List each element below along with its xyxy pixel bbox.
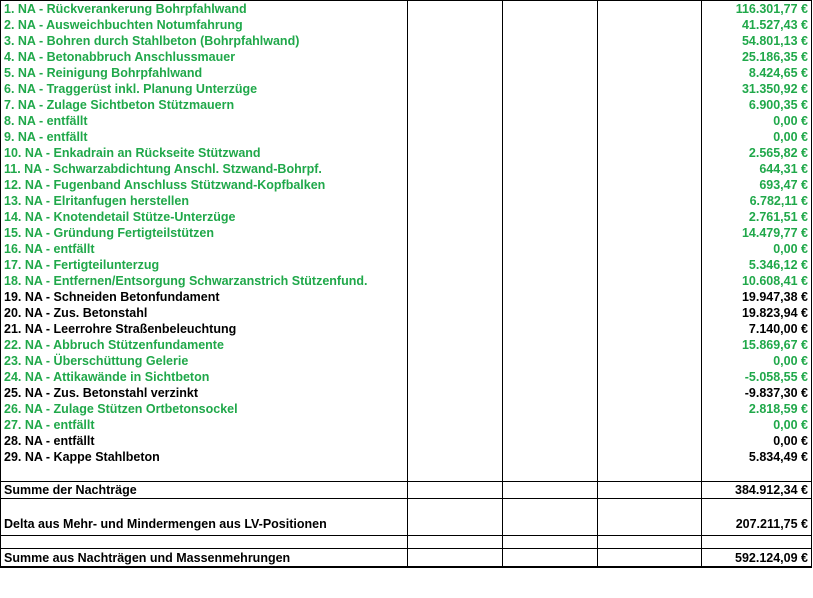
empty-cell[interactable] [503, 449, 598, 465]
sum-nachtraege-label[interactable]: Summe der Nachträge [1, 482, 408, 499]
row-label[interactable]: 7. NA - Zulage Sichtbeton Stützmauern [1, 97, 408, 113]
row-label[interactable]: 2. NA - Ausweichbuchten Notumfahrung [1, 17, 408, 33]
empty-cell[interactable] [598, 113, 702, 129]
row-amount[interactable]: 0,00 € [702, 417, 812, 433]
empty-cell[interactable] [503, 273, 598, 289]
empty-cell[interactable] [598, 225, 702, 241]
empty-cell[interactable] [408, 305, 503, 321]
empty-cell[interactable] [408, 209, 503, 225]
empty-cell[interactable] [598, 177, 702, 193]
row-label[interactable]: 9. NA - entfällt [1, 129, 408, 145]
row-amount[interactable]: 19.947,38 € [702, 289, 812, 305]
empty-cell[interactable] [408, 289, 503, 305]
empty-cell[interactable] [503, 145, 598, 161]
empty-cell[interactable] [503, 337, 598, 353]
row-label[interactable]: 22. NA - Abbruch Stützenfundamente [1, 337, 408, 353]
row-amount[interactable]: 2.761,51 € [702, 209, 812, 225]
table-row [1, 257, 812, 273]
empty-cell[interactable] [503, 17, 598, 33]
row-label[interactable]: 18. NA - Entfernen/Entsorgung Schwarzanstrich Stützenfund. [1, 273, 408, 289]
row-amount[interactable]: 14.479,77 € [702, 225, 812, 241]
empty-cell[interactable] [408, 1, 503, 18]
empty-cell[interactable] [598, 17, 702, 33]
row-amount[interactable]: 15.869,67 € [702, 337, 812, 353]
empty-cell[interactable] [503, 129, 598, 145]
table-row [1, 81, 812, 97]
empty-cell[interactable] [503, 257, 598, 273]
row-label[interactable]: 4. NA - Betonabbruch Anschlussmauer [1, 49, 408, 65]
delta-row [1, 513, 812, 536]
sum-total-row [1, 549, 812, 568]
row-label[interactable]: 26. NA - Zulage Stützen Ortbetonsockel [1, 401, 408, 417]
delta-label[interactable]: Delta aus Mehr- und Mindermengen aus LV-Positionen [1, 513, 408, 536]
row-amount[interactable]: -5.058,55 € [702, 369, 812, 385]
empty-cell[interactable] [503, 369, 598, 385]
row-amount[interactable]: 31.350,92 € [702, 81, 812, 97]
empty-cell[interactable] [408, 401, 503, 417]
empty-cell[interactable] [598, 289, 702, 305]
table-row [1, 353, 812, 369]
row-amount[interactable]: 10.608,41 € [702, 273, 812, 289]
empty-cell[interactable] [503, 193, 598, 209]
empty-cell[interactable] [598, 81, 702, 97]
empty-cell[interactable] [503, 177, 598, 193]
row-amount[interactable]: 693,47 € [702, 177, 812, 193]
empty-cell[interactable] [598, 209, 702, 225]
sum-nachtraege-row [1, 482, 812, 499]
empty-cell[interactable] [408, 417, 503, 433]
empty-cell[interactable] [408, 81, 503, 97]
row-label[interactable]: 3. NA - Bohren durch Stahlbeton (Bohrpfahlwand) [1, 33, 408, 49]
empty-cell[interactable] [408, 33, 503, 49]
row-label[interactable]: 11. NA - Schwarzabdichtung Anschl. Stzwand-Bohrpf. [1, 161, 408, 177]
table-row [1, 145, 812, 161]
table-row [1, 1, 812, 18]
row-amount[interactable]: 2.818,59 € [702, 401, 812, 417]
empty-cell[interactable] [598, 97, 702, 113]
empty-cell[interactable] [503, 305, 598, 321]
empty-cell[interactable] [503, 97, 598, 113]
row-amount[interactable]: 7.140,00 € [702, 321, 812, 337]
empty-cell[interactable] [503, 289, 598, 305]
row-label[interactable]: 6. NA - Traggerüst inkl. Planung Unterzüge [1, 81, 408, 97]
empty-cell[interactable] [408, 49, 503, 65]
empty-cell[interactable] [408, 433, 503, 449]
empty-cell[interactable] [408, 145, 503, 161]
row-amount[interactable]: 19.823,94 € [702, 305, 812, 321]
empty-cell[interactable] [503, 113, 598, 129]
empty-cell[interactable] [598, 129, 702, 145]
row-label[interactable]: 8. NA - entfällt [1, 113, 408, 129]
empty-cell[interactable] [503, 209, 598, 225]
empty-cell[interactable] [408, 17, 503, 33]
row-label[interactable]: 19. NA - Schneiden Betonfundament [1, 289, 408, 305]
row-label[interactable]: 28. NA - entfällt [1, 433, 408, 449]
empty-cell[interactable] [598, 321, 702, 337]
table-row [1, 337, 812, 353]
table-row [1, 401, 812, 417]
row-label[interactable]: 15. NA - Gründung Fertigteilstützen [1, 225, 408, 241]
row-label[interactable]: 1. NA - Rückverankerung Bohrpfahlwand [1, 1, 408, 18]
empty-cell[interactable] [408, 65, 503, 81]
empty-cell[interactable] [408, 97, 503, 113]
empty-cell[interactable] [408, 225, 503, 241]
empty-cell[interactable] [408, 129, 503, 145]
table-row [1, 161, 812, 177]
row-label[interactable]: 23. NA - Überschüttung Gelerie [1, 353, 408, 369]
empty-cell[interactable] [408, 241, 503, 257]
empty-cell[interactable] [408, 273, 503, 289]
empty-cell[interactable] [598, 241, 702, 257]
empty-cell[interactable] [408, 177, 503, 193]
row-label[interactable]: 27. NA - entfällt [1, 417, 408, 433]
table-row [1, 433, 812, 449]
empty-cell[interactable] [503, 81, 598, 97]
empty-cell[interactable] [503, 353, 598, 369]
table-row [1, 321, 812, 337]
empty-cell[interactable] [598, 33, 702, 49]
empty-cell[interactable] [598, 161, 702, 177]
empty-cell[interactable] [408, 385, 503, 401]
table-row [1, 113, 812, 129]
empty-cell[interactable] [598, 193, 702, 209]
table-row [1, 65, 812, 81]
row-amount[interactable]: 5.834,49 € [702, 449, 812, 465]
empty-cell[interactable] [503, 1, 598, 18]
table-row [1, 209, 812, 225]
table-row [1, 17, 812, 33]
row-amount[interactable]: 25.186,35 € [702, 49, 812, 65]
empty-cell[interactable] [408, 369, 503, 385]
row-label[interactable]: 17. NA - Fertigteilunterzug [1, 257, 408, 273]
table-row [1, 129, 812, 145]
empty-cell[interactable] [598, 417, 702, 433]
row-label[interactable]: 20. NA - Zus. Betonstahl [1, 305, 408, 321]
empty-cell[interactable] [598, 337, 702, 353]
row-label[interactable]: 25. NA - Zus. Betonstahl verzinkt [1, 385, 408, 401]
row-label[interactable]: 5. NA - Reinigung Bohrpfahlwand [1, 65, 408, 81]
blank-row [1, 465, 812, 482]
empty-cell[interactable] [598, 369, 702, 385]
empty-cell[interactable] [598, 273, 702, 289]
empty-cell[interactable] [503, 417, 598, 433]
table-row [1, 193, 812, 209]
table-row [1, 241, 812, 257]
row-amount[interactable]: 0,00 € [702, 129, 812, 145]
table-row [1, 417, 812, 433]
row-label[interactable]: 29. NA - Kappe Stahlbeton [1, 449, 408, 465]
row-amount[interactable]: 0,00 € [702, 353, 812, 369]
empty-cell[interactable] [598, 433, 702, 449]
table-body [1, 1, 812, 568]
row-amount[interactable]: 8.424,65 € [702, 65, 812, 81]
sum-total-amount[interactable]: 592.124,09 € [702, 549, 812, 568]
sum-total-label[interactable]: Summe aus Nachträgen und Massenmehrungen [1, 549, 408, 568]
row-label[interactable]: 10. NA - Enkadrain an Rückseite Stützwand [1, 145, 408, 161]
empty-cell[interactable] [408, 321, 503, 337]
empty-cell[interactable] [598, 257, 702, 273]
row-label[interactable]: 12. NA - Fugenband Anschluss Stützwand-Kopfbalken [1, 177, 408, 193]
empty-cell[interactable] [503, 401, 598, 417]
row-amount[interactable]: 2.565,82 € [702, 145, 812, 161]
row-amount[interactable]: 6.782,11 € [702, 193, 812, 209]
empty-cell[interactable] [408, 113, 503, 129]
table-row [1, 49, 812, 65]
empty-cell[interactable] [598, 401, 702, 417]
empty-cell[interactable] [598, 1, 702, 18]
empty-cell[interactable] [503, 65, 598, 81]
empty-cell[interactable] [598, 449, 702, 465]
empty-cell[interactable] [598, 385, 702, 401]
empty-cell[interactable] [503, 385, 598, 401]
empty-cell[interactable] [408, 449, 503, 465]
table-row [1, 449, 812, 465]
row-label[interactable]: 16. NA - entfällt [1, 241, 408, 257]
delta-amount[interactable]: 207.211,75 € [702, 513, 812, 536]
empty-cell[interactable] [598, 65, 702, 81]
blank-row [1, 536, 812, 549]
table-row [1, 97, 812, 113]
empty-cell[interactable] [598, 49, 702, 65]
empty-cell[interactable] [598, 305, 702, 321]
empty-cell[interactable] [503, 433, 598, 449]
table-row [1, 369, 812, 385]
row-amount[interactable]: 6.900,35 € [702, 97, 812, 113]
row-amount[interactable]: 0,00 € [702, 241, 812, 257]
empty-cell[interactable] [503, 225, 598, 241]
empty-cell[interactable] [598, 353, 702, 369]
row-amount[interactable]: -9.837,30 € [702, 385, 812, 401]
empty-cell[interactable] [503, 33, 598, 49]
table-row [1, 273, 812, 289]
sum-nachtraege-amount[interactable]: 384.912,34 € [702, 482, 812, 499]
empty-cell[interactable] [408, 257, 503, 273]
row-label[interactable]: 21. NA - Leerrohre Straßenbeleuchtung [1, 321, 408, 337]
table-row [1, 177, 812, 193]
blank-row [1, 499, 812, 514]
row-amount[interactable]: 54.801,13 € [702, 33, 812, 49]
row-amount[interactable]: 41.527,43 € [702, 17, 812, 33]
table-row [1, 33, 812, 49]
empty-cell[interactable] [408, 193, 503, 209]
empty-cell[interactable] [503, 161, 598, 177]
empty-cell[interactable] [408, 353, 503, 369]
empty-cell[interactable] [503, 241, 598, 257]
row-amount[interactable]: 5.346,12 € [702, 257, 812, 273]
empty-cell[interactable] [408, 161, 503, 177]
empty-cell[interactable] [503, 49, 598, 65]
row-amount[interactable]: 0,00 € [702, 113, 812, 129]
table-row [1, 289, 812, 305]
row-label[interactable]: 14. NA - Knotendetail Stütze-Unterzüge [1, 209, 408, 225]
empty-cell[interactable] [598, 145, 702, 161]
row-amount[interactable]: 0,00 € [702, 433, 812, 449]
row-amount[interactable]: 644,31 € [702, 161, 812, 177]
empty-cell[interactable] [408, 337, 503, 353]
table-row [1, 305, 812, 321]
row-amount[interactable]: 116.301,77 € [702, 1, 812, 18]
row-label[interactable]: 13. NA - Elritanfugen herstellen [1, 193, 408, 209]
table-row [1, 385, 812, 401]
row-label[interactable]: 24. NA - Attikawände in Sichtbeton [1, 369, 408, 385]
table-row [1, 225, 812, 241]
empty-cell[interactable] [503, 321, 598, 337]
